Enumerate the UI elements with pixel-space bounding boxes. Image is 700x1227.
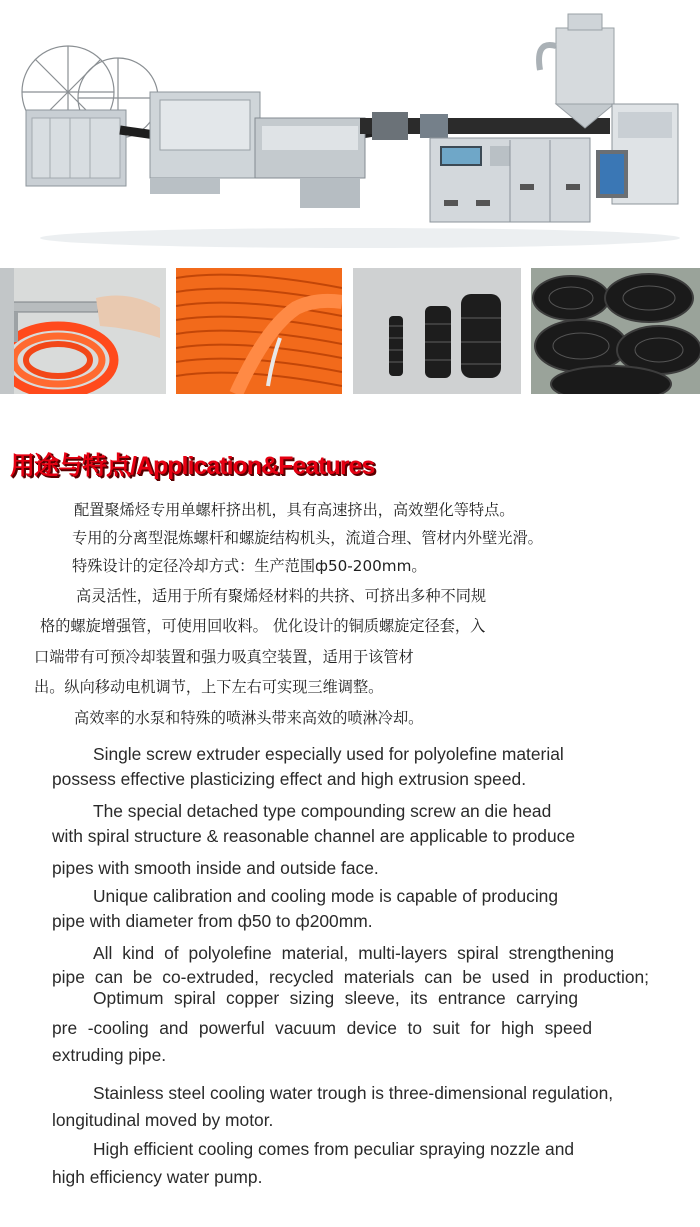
en-line-3: The special detached type compounding screw an die head: [93, 801, 552, 821]
en-line-12: extruding pipe.: [52, 1045, 167, 1065]
en-line-15: High efficient cooling comes from peculiar spraying nozzle and: [93, 1139, 575, 1159]
section-heading: 用途与特点/Application&Features: [10, 452, 375, 480]
en-line-10: Optimum spiral copper sizing sleeve, its entrance carrying: [93, 988, 578, 1008]
en-line-6: Unique calibration and cooling mode is capable of producing: [93, 886, 559, 906]
en-line-9: pipe can be co-extruded, recycled materials can be used in production;: [52, 967, 649, 987]
zh-line-1: 配置聚烯烃专用单螺杆挤出机，具有高速挤出，高效塑化等特点。: [74, 501, 515, 519]
en-line-4: with spiral structure & reasonable channel are applicable to produce: [52, 826, 575, 846]
en-line-8: All kind of polyolefine material, multi-layers spiral strengthening: [93, 943, 614, 963]
en-line-7: pipe with diameter from ф50 to ф200mm.: [52, 911, 373, 931]
en-line-1: Single screw extruder especially used for polyolefine material: [93, 744, 564, 764]
zh-line-7: 出。纵向移动电机调节，上下左右可实现三维调整。: [34, 678, 384, 696]
black-corrugated-pipe-samples-photo: [353, 268, 521, 394]
zh-line-4: 高灵活性，适用于所有聚烯烃材料的共挤、可挤出多种不同规: [76, 587, 487, 605]
en-line-13: Stainless steel cooling water trough is three-dimensional regulation,: [93, 1083, 614, 1103]
stacked-black-corrugated-pipe-coils-photo: [531, 268, 700, 394]
extrusion-line-photo: [0, 0, 700, 262]
en-line-14: longitudinal moved by motor.: [52, 1110, 274, 1130]
zh-line-3: 特殊设计的定径冷却方式：生产范围ф50-200mm。: [72, 557, 427, 575]
caliper-measuring-orange-coil-photo: [0, 268, 166, 394]
en-line-11: pre -cooling and powerful vacuum device to suit for high speed: [52, 1018, 592, 1038]
zh-line-8: 高效率的水泵和特殊的喷淋头带来高效的喷淋冷却。: [74, 709, 424, 727]
zh-line-5: 格的螺旋增强管，可使用回收料。 优化设计的铜质螺旋定径套，入: [40, 617, 486, 635]
en-line-16: high efficiency water pump.: [52, 1167, 263, 1187]
en-line-5: pipes with smooth inside and outside face.: [52, 858, 379, 878]
zh-line-6: 口端带有可预冷却装置和强力吸真空装置，适用于该管材: [34, 648, 414, 666]
zh-line-2: 专用的分离型混炼螺杆和螺旋结构机头，流道合理、管材内外壁光滑。: [72, 529, 543, 547]
orange-corrugated-conduit-photo: [176, 268, 342, 394]
en-line-2: possess effective plasticizing effect and high extrusion speed.: [52, 769, 527, 789]
